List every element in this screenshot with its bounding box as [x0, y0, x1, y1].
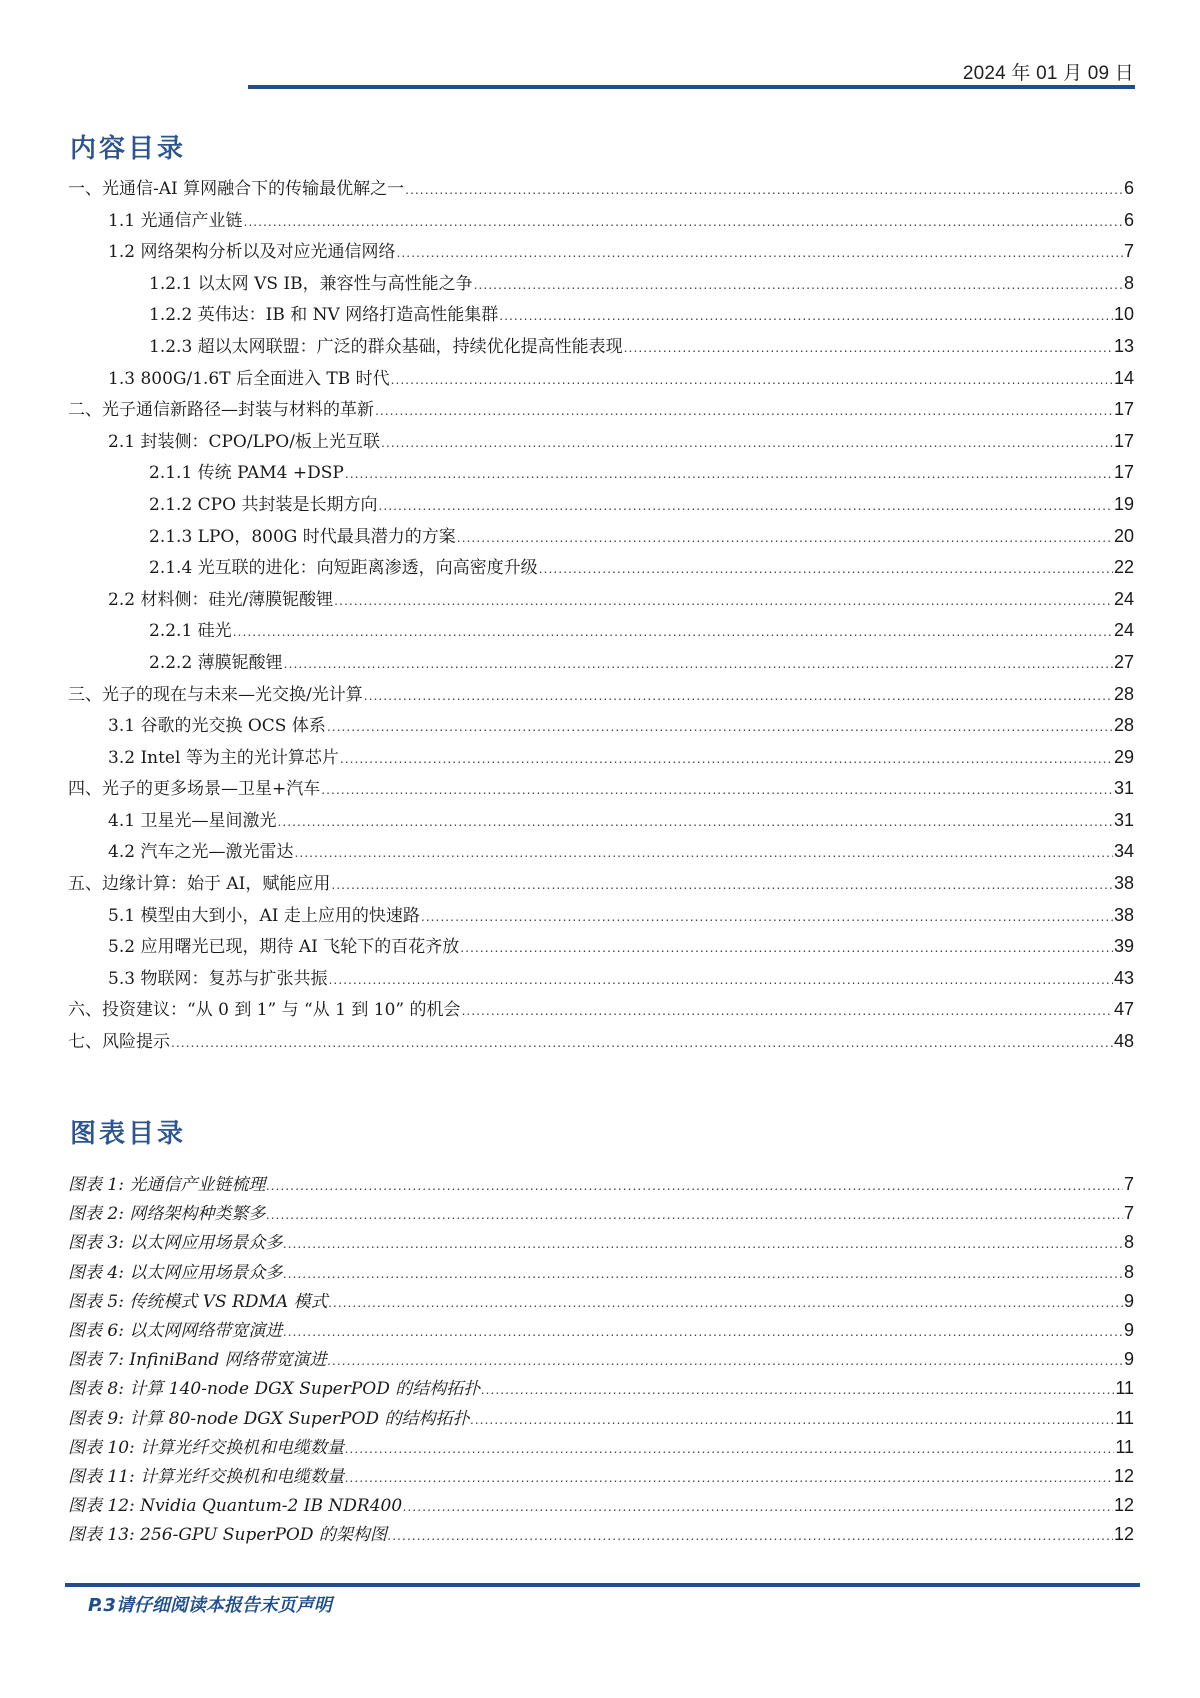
entry-label: 图表 7: InfiniBand 网络带宽演进 — [68, 1350, 327, 1371]
footer-disclaimer: P.3请仔细阅读本报告末页声明 — [88, 1595, 332, 1616]
toc-entry[interactable] — [68, 710, 1134, 742]
entry-page-number: 14 — [1113, 367, 1134, 388]
figures-title: 图表目录 — [70, 1119, 187, 1149]
entry-page-number: 43 — [1113, 967, 1134, 988]
entry-label: 图表 8: 计算 140-node DGX SuperPOD 的结构拓扑 — [68, 1379, 481, 1400]
toc-entry[interactable] — [68, 457, 1134, 489]
dot-leader — [233, 616, 1113, 648]
table-of-contents — [68, 173, 1134, 1058]
dot-leader — [460, 932, 1113, 964]
figure-entry[interactable] — [68, 1462, 1134, 1491]
entry-page-number: 28 — [1113, 683, 1134, 704]
dot-leader — [321, 774, 1113, 806]
entry-page-number: 29 — [1113, 746, 1134, 767]
entry-label: 1.1 光通信产业链 — [108, 210, 243, 231]
figure-entry[interactable] — [68, 1228, 1134, 1257]
entry-page-number: 17 — [1113, 430, 1134, 451]
dot-leader — [284, 648, 1113, 680]
dot-leader — [266, 1200, 1123, 1229]
entry-label: 三、光子的现在与未来—光交换/光计算 — [68, 684, 363, 705]
entry-label: 图表 4: 以太网应用场景众多 — [68, 1262, 283, 1283]
toc-entry[interactable] — [68, 205, 1134, 237]
entry-label: 图表 5: 传统模式 VS RDMA 模式 — [68, 1291, 328, 1312]
entry-label: 2.1.2 CPO 共封装是长期方向 — [149, 494, 378, 515]
entry-label: 4.1 卫星光—星间激光 — [108, 810, 277, 831]
toc-entry[interactable] — [68, 994, 1134, 1026]
figure-entry[interactable] — [68, 1345, 1134, 1374]
entry-page-number: 27 — [1113, 651, 1134, 672]
entry-label: 5.1 模型由大到小，AI 走上应用的快速路 — [108, 905, 420, 926]
entry-label: 一、光通信-AI 算网融合下的传输最优解之一 — [68, 179, 405, 199]
entry-label: 2.1.1 传统 PAM4 +DSP — [149, 463, 344, 484]
toc-entry[interactable] — [68, 805, 1134, 837]
entry-label: 图表 10: 计算光纤交换机和电缆数量 — [68, 1437, 345, 1458]
entry-page-number: 38 — [1113, 904, 1134, 925]
entry-label: 图表 13: 256-GPU SuperPOD 的架构图 — [68, 1525, 387, 1546]
list-of-figures — [68, 1170, 1134, 1549]
dot-leader — [499, 300, 1113, 332]
figure-entry[interactable] — [68, 1316, 1134, 1345]
dot-leader — [171, 1027, 1113, 1059]
dot-leader — [283, 1259, 1123, 1288]
entry-page-number: 34 — [1113, 841, 1134, 862]
dot-leader — [329, 1288, 1123, 1317]
entry-label: 2.1.4 光互联的进化：向短距离渗透，向高密度升级 — [149, 558, 538, 579]
entry-page-number: 17 — [1113, 462, 1134, 483]
entry-label: 2.2.2 薄膜铌酸锂 — [149, 652, 283, 673]
entry-page-number: 24 — [1113, 588, 1134, 609]
entry-page-number: 38 — [1113, 873, 1134, 894]
figure-entry[interactable] — [68, 1199, 1134, 1228]
entry-page-number: 10 — [1113, 304, 1134, 325]
entry-page-number: 48 — [1113, 1031, 1134, 1052]
toc-entry[interactable] — [68, 1026, 1134, 1058]
footer-divider — [65, 1583, 1140, 1587]
dot-leader — [345, 458, 1113, 490]
entry-page-number: 24 — [1113, 620, 1134, 641]
toc-entry[interactable] — [68, 679, 1134, 711]
entry-page-number: 22 — [1113, 557, 1134, 578]
figure-entry[interactable] — [68, 1287, 1134, 1316]
dot-leader — [327, 711, 1113, 743]
figure-entry[interactable] — [68, 1170, 1134, 1199]
toc-entry[interactable] — [68, 173, 1134, 205]
toc-entry[interactable] — [68, 836, 1134, 868]
toc-entry[interactable] — [68, 363, 1134, 395]
entry-page-number: 31 — [1113, 778, 1134, 799]
toc-entry[interactable] — [68, 268, 1134, 300]
figure-entry[interactable] — [68, 1404, 1134, 1433]
entry-page-number: 12 — [1113, 1524, 1134, 1545]
entry-label: 图表 1: 光通信产业链梳理 — [68, 1175, 266, 1195]
dot-leader — [421, 901, 1113, 933]
figure-entry[interactable] — [68, 1491, 1134, 1520]
toc-entry[interactable] — [68, 236, 1134, 268]
entry-label: 图表 11: 计算光纤交换机和电缆数量 — [68, 1466, 345, 1487]
dot-leader — [624, 332, 1113, 364]
entry-label: 5.3 物联网：复苏与扩张共振 — [108, 968, 328, 989]
dot-leader — [388, 1521, 1113, 1550]
entry-label: 图表 2: 网络架构种类繁多 — [68, 1204, 266, 1225]
dot-leader — [481, 1375, 1114, 1404]
toc-entry[interactable] — [68, 331, 1134, 363]
entry-label: 4.2 汽车之光—激光雷达 — [108, 842, 294, 863]
entry-page-number: 6 — [1123, 209, 1134, 230]
dot-leader — [334, 585, 1113, 617]
dot-leader — [381, 427, 1113, 459]
toc-entry[interactable] — [68, 931, 1134, 963]
entry-label: 2.2.1 硅光 — [149, 621, 232, 642]
entry-label: 1.2.3 超以太网联盟：广泛的群众基础，持续优化提高性能表现 — [149, 336, 623, 357]
header-divider — [248, 85, 1135, 89]
dot-leader — [345, 1434, 1114, 1463]
figure-entry[interactable] — [68, 1374, 1134, 1403]
entry-page-number: 7 — [1123, 1203, 1134, 1224]
entry-page-number: 20 — [1113, 525, 1134, 546]
toc-entry[interactable] — [68, 868, 1134, 900]
dot-leader — [340, 743, 1113, 775]
entry-label: 图表 12: Nvidia Quantum-2 IB NDR400 — [68, 1496, 403, 1517]
dot-leader — [391, 364, 1113, 396]
entry-page-number: 31 — [1113, 809, 1134, 830]
entry-page-number: 8 — [1123, 1232, 1134, 1253]
entry-page-number: 13 — [1113, 335, 1134, 356]
entry-label: 图表 9: 计算 80-node DGX SuperPOD 的结构拓扑 — [68, 1408, 470, 1429]
figure-entry[interactable] — [68, 1520, 1134, 1549]
entry-page-number: 11 — [1115, 1407, 1134, 1428]
entry-page-number: 7 — [1123, 241, 1134, 262]
toc-entry[interactable] — [68, 299, 1134, 331]
entry-label: 5.2 应用曙光已现，期待 AI 飞轮下的百花齐放 — [108, 937, 460, 958]
dot-leader — [364, 680, 1113, 712]
figure-entry[interactable] — [68, 1433, 1134, 1462]
dot-leader — [375, 395, 1113, 427]
entry-page-number: 12 — [1113, 1465, 1134, 1486]
dot-leader — [396, 237, 1123, 269]
toc-entry[interactable] — [68, 521, 1134, 553]
toc-entry[interactable] — [68, 900, 1134, 932]
entry-page-number: 8 — [1123, 272, 1134, 293]
entry-page-number: 11 — [1115, 1378, 1134, 1399]
toc-entry[interactable] — [68, 615, 1134, 647]
dot-leader — [266, 1171, 1123, 1200]
dot-leader — [378, 490, 1113, 522]
dot-leader — [405, 174, 1123, 206]
dot-leader — [328, 1346, 1123, 1375]
toc-entry[interactable] — [68, 647, 1134, 679]
toc-entry[interactable] — [68, 584, 1134, 616]
entry-label: 图表 6: 以太网网络带宽演进 — [68, 1320, 283, 1341]
toc-entry[interactable] — [68, 489, 1134, 521]
dot-leader — [403, 1492, 1113, 1521]
entry-label: 3.2 Intel 等为主的光计算芯片 — [108, 747, 339, 768]
entry-page-number: 39 — [1113, 936, 1134, 957]
dot-leader — [539, 553, 1113, 585]
entry-label: 七、风险提示 — [68, 1032, 170, 1053]
entry-label: 二、光子通信新路径—封装与材料的革新 — [68, 400, 374, 421]
dot-leader — [470, 1405, 1114, 1434]
entry-label: 1.2 网络架构分析以及对应光通信网络 — [108, 242, 396, 263]
dot-leader — [243, 206, 1123, 238]
toc-entry[interactable] — [68, 963, 1134, 995]
entry-page-number: 47 — [1113, 999, 1134, 1020]
dot-leader — [457, 522, 1113, 554]
entry-label: 六、投资建议：“从 0 到 1” 与 “从 1 到 10” 的机会 — [68, 1000, 461, 1021]
toc-entry[interactable] — [68, 426, 1134, 458]
dot-leader — [461, 995, 1112, 1027]
entry-label: 2.1 封装侧：CPO/LPO/板上光互联 — [108, 431, 380, 452]
entry-page-number: 28 — [1113, 715, 1134, 736]
entry-page-number: 17 — [1113, 399, 1134, 420]
figure-entry[interactable] — [68, 1258, 1134, 1287]
entry-page-number: 8 — [1123, 1261, 1134, 1282]
dot-leader — [474, 269, 1123, 301]
entry-page-number: 19 — [1113, 493, 1134, 514]
toc-entry[interactable] — [68, 394, 1134, 426]
toc-entry[interactable] — [68, 552, 1134, 584]
entry-page-number: 9 — [1123, 1319, 1134, 1340]
dot-leader — [328, 964, 1113, 996]
entry-page-number: 9 — [1123, 1349, 1134, 1370]
entry-page-number: 7 — [1123, 1174, 1134, 1194]
toc-entry[interactable] — [68, 742, 1134, 774]
entry-label: 1.2.2 英伟达：IB 和 NV 网络打造高性能集群 — [149, 305, 499, 326]
dot-leader — [283, 1229, 1123, 1258]
entry-page-number: 12 — [1113, 1495, 1134, 1516]
entry-label: 五、边缘计算：始于 AI，赋能应用 — [68, 874, 331, 895]
dot-leader — [294, 837, 1113, 869]
entry-label: 2.2 材料侧：硅光/薄膜铌酸锂 — [108, 589, 334, 610]
entry-label: 1.3 800G/1.6T 后全面进入 TB 时代 — [108, 368, 390, 389]
report-date: 2024 年 01 月 09 日 — [962, 63, 1134, 84]
toc-entry[interactable] — [68, 773, 1134, 805]
entry-label: 图表 3: 以太网应用场景众多 — [68, 1233, 283, 1254]
dot-leader — [277, 806, 1113, 838]
entry-label: 2.1.3 LPO，800G 时代最具潜力的方案 — [149, 526, 456, 547]
entry-label: 3.1 谷歌的光交换 OCS 体系 — [108, 716, 326, 737]
toc-title: 内容目录 — [70, 134, 187, 164]
dot-leader — [345, 1463, 1113, 1492]
entry-page-number: 11 — [1115, 1436, 1134, 1457]
dot-leader — [283, 1317, 1123, 1346]
dot-leader — [331, 869, 1113, 901]
entry-label: 四、光子的更多场景—卫星+汽车 — [68, 779, 321, 800]
entry-page-number: 6 — [1123, 178, 1134, 198]
entry-page-number: 9 — [1123, 1290, 1134, 1311]
entry-label: 1.2.1 以太网 VS IB，兼容性与高性能之争 — [149, 273, 473, 294]
